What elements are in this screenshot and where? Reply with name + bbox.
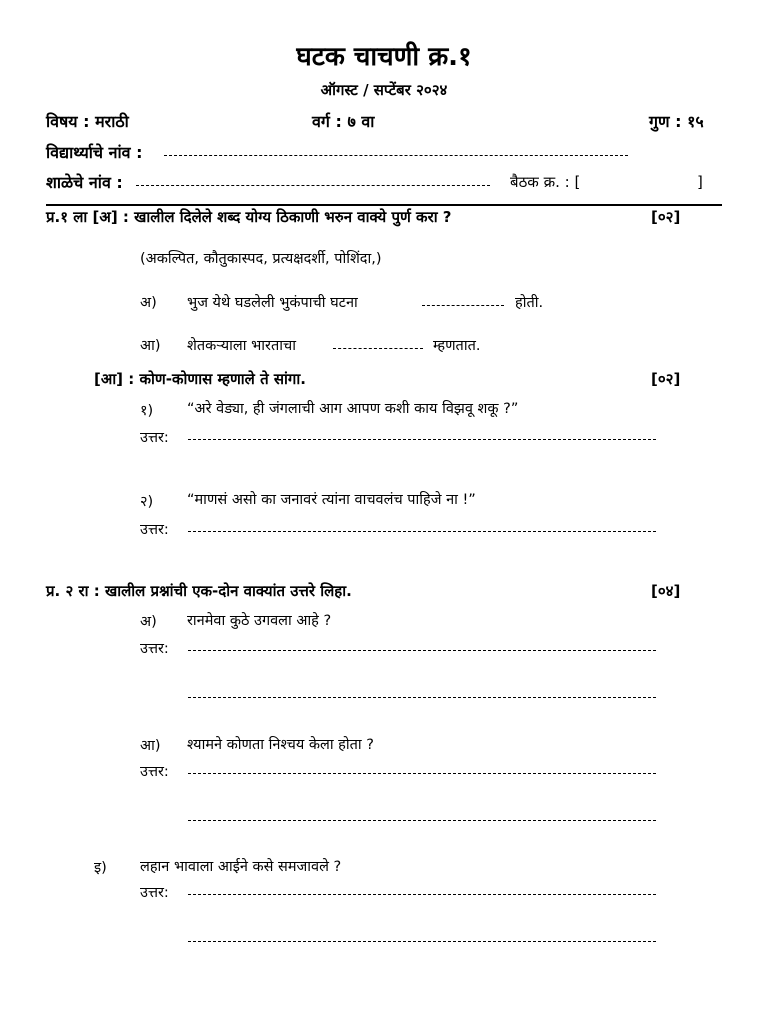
q1a-item-text: भुज येथे घडलेली भुकंपाची घटना xyxy=(187,295,358,311)
q1a-item-text: शेतकऱ्याला भारताचा xyxy=(187,338,296,354)
marks-label: गुण : १५ xyxy=(649,112,704,131)
q2-item-num: अ) xyxy=(140,614,157,630)
q1b-item-num: १) xyxy=(140,403,154,419)
q1a-item-num: अ) xyxy=(140,295,157,311)
word-bank: (अकल्पित, कौतुकास्पद, प्रत्यक्षदर्शी, पोशिंदा,) xyxy=(140,251,382,267)
q2-item-num: इ) xyxy=(94,860,107,876)
answer-label: उत्तर: xyxy=(140,430,169,446)
school-name-label: शाळेचे नांव : xyxy=(46,173,123,192)
answer-line xyxy=(188,439,656,440)
q1b-item-text: “माणसं असो का जनावरं त्यांना वाचवलंच पाहिजे ना !” xyxy=(187,492,476,508)
q2-item-text: रानमेवा कुठे उगवला आहे ? xyxy=(187,613,332,629)
answer-line xyxy=(188,894,656,895)
answer-line xyxy=(188,773,656,774)
q2-marks: [०४] xyxy=(651,582,681,600)
class-label: वर्ग : ७ वा xyxy=(312,112,375,131)
q2-item-text: श्यामने कोणता निश्चय केला होता ? xyxy=(187,737,374,753)
fill-blank xyxy=(333,348,423,349)
fill-blank xyxy=(422,305,504,306)
q1b-item-num: २) xyxy=(140,494,154,510)
answer-line xyxy=(188,941,656,942)
q1b-item-text: “अरे वेड्या, ही जंगलाची आग आपण कशी काय विझवू शकू ?” xyxy=(187,401,519,417)
answer-line xyxy=(188,820,656,821)
q1a-item-num: आ) xyxy=(140,338,161,354)
exam-session: ऑगस्ट / सप्टेंबर २०२४ xyxy=(320,81,448,99)
answer-label: उत्तर: xyxy=(140,641,169,657)
answer-label: उत्तर: xyxy=(140,522,169,538)
student-name-label: विद्यार्थ्याचे नांव : xyxy=(46,143,143,162)
q1a-heading: प्र.१ ला [अ] : खालील दिलेले शब्द योग्य ठिकाणी भरुन वाक्ये पुर्ण करा ? xyxy=(46,208,452,226)
header-divider xyxy=(46,204,722,206)
answer-label: उत्तर: xyxy=(140,764,169,780)
school-name-line xyxy=(136,185,490,186)
q1b-marks: [०२] xyxy=(651,370,681,388)
answer-line xyxy=(188,650,656,651)
answer-label: उत्तर: xyxy=(140,885,169,901)
seat-number-label: बैठक क्र. : [ xyxy=(510,173,581,191)
q1b-heading: [आ] : कोण-कोणास म्हणाले ते सांगा. xyxy=(94,370,306,388)
q1a-item-end: म्हणतात. xyxy=(433,338,481,354)
q1a-item-end: होती. xyxy=(515,295,544,311)
seat-number-close: ] xyxy=(697,173,703,191)
subject-label: विषय : मराठी xyxy=(46,112,129,131)
q2-item-text: लहान भावाला आईने कसे समजावले ? xyxy=(140,859,342,875)
student-name-line xyxy=(164,155,628,156)
answer-line xyxy=(188,697,656,698)
q2-item-num: आ) xyxy=(140,738,161,754)
q2-heading: प्र. २ रा : खालील प्रश्नांची एक-दोन वाक्यांत उत्तरे लिहा. xyxy=(46,582,352,600)
q1a-marks: [०२] xyxy=(651,208,681,226)
page-title: घटक चाचणी क्र.१ xyxy=(296,42,472,72)
answer-line xyxy=(188,531,656,532)
